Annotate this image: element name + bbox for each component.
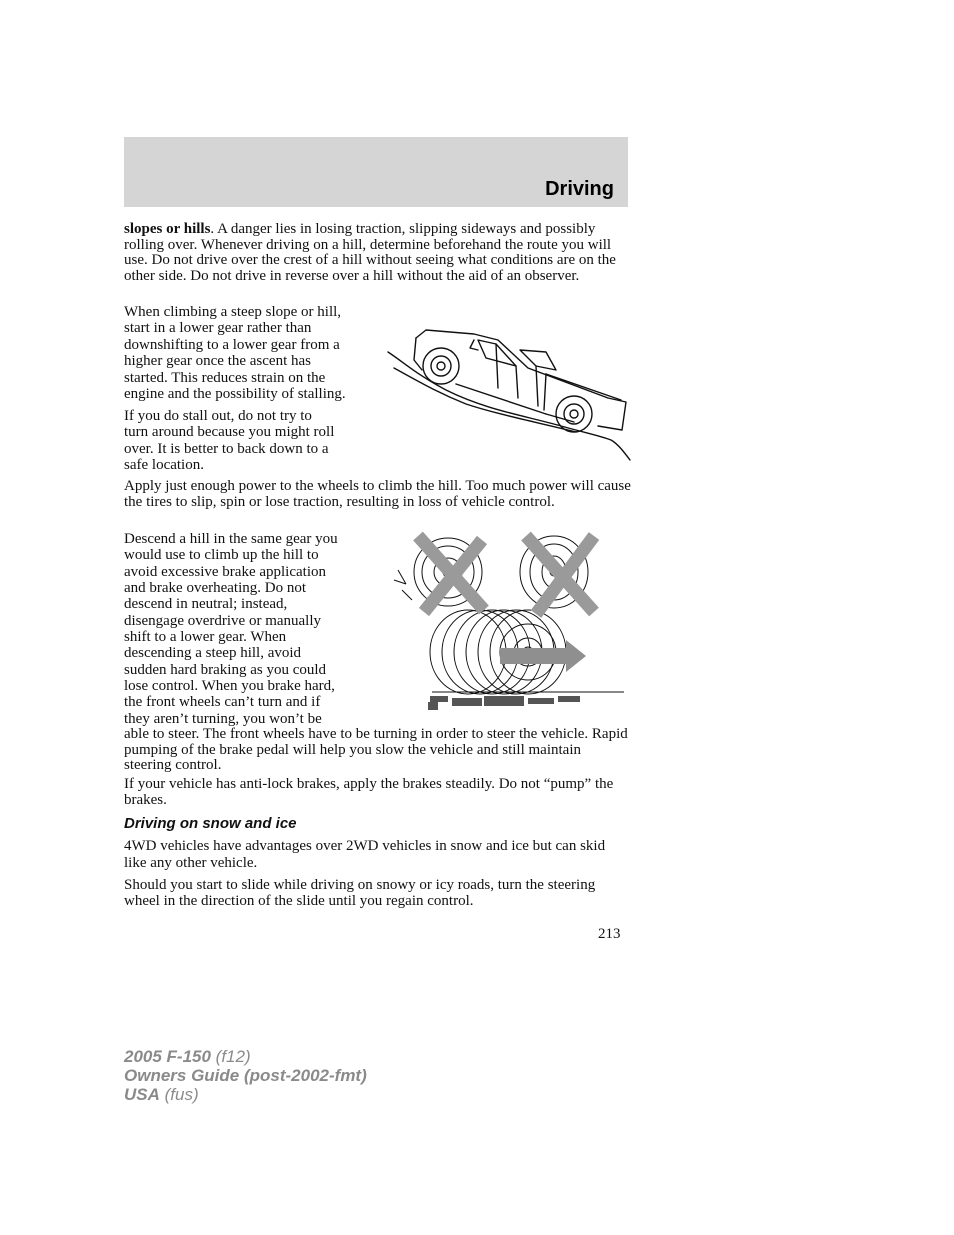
section-header-band: [124, 137, 628, 207]
text-line: safe location.: [124, 457, 204, 474]
text-line: would use to climb up the hill to: [124, 547, 319, 564]
footer-market-code: (fus): [159, 1085, 199, 1104]
text-line: engine and the possibility of stalling.: [124, 386, 346, 403]
text-line: over. It is better to back down to a: [124, 440, 329, 457]
climb-paragraph: [124, 304, 384, 402]
intro-text: . A danger lies in losing traction, slipping sideways and possibly rolling over. Whenever driving on a hill, determine beforehand the route you will use. Do not drive over the crest of a hill without seeing what conditions are on the other side. Do not drive in reverse over a hill without the aid of an observer.: [124, 221, 616, 284]
footer-market: USA: [124, 1085, 160, 1104]
footer-model: 2005 F-150: [124, 1047, 211, 1066]
document-footer: [124, 1047, 367, 1104]
footer-line-3: [124, 1085, 367, 1104]
text-line: shift to a lower gear. When: [124, 629, 287, 646]
abs-paragraph: If your vehicle has anti-lock brakes, apply the brakes steadily. Do not “pump” the brakes.: [124, 776, 614, 808]
text-line: turn around because you might roll: [124, 424, 335, 441]
footer-line-2: Owners Guide (post-2002-fmt): [124, 1066, 367, 1085]
intro-bold-lead: slopes or hills: [124, 221, 211, 237]
text-line: descending a steep hill, avoid: [124, 645, 302, 662]
text-line: start in a lower gear rather than: [124, 320, 312, 337]
text-line: disengage overdrive or manually: [124, 612, 322, 629]
text-line: descend in neutral; instead,: [124, 596, 288, 613]
footer-model-code: (f12): [210, 1047, 251, 1066]
text-line: When climbing a steep slope or hill,: [124, 304, 342, 320]
text-line: downshifting to a lower gear from a: [124, 336, 340, 353]
descend-continuation: able to steer. The front wheels have to be turning in order to steer the vehicle. Rapid pumping of the brake pedal will help you slow the vehicle and still maintain steering control.: [124, 726, 628, 773]
stall-paragraph: [124, 408, 384, 474]
intro-paragraph: [124, 222, 628, 284]
section-title: Driving: [545, 178, 614, 200]
text-line: sudden hard braking as you could: [124, 661, 327, 678]
text-line: and brake overheating. Do not: [124, 580, 307, 597]
text-line: started. This reduces strain on the: [124, 369, 326, 386]
truck-on-hill-illustration: [386, 318, 632, 466]
footer-line-1: [124, 1047, 367, 1066]
page-number: 213: [598, 926, 621, 942]
descend-paragraph: [124, 531, 384, 727]
snow-ice-heading: Driving on snow and ice: [124, 815, 297, 832]
text-line: the front wheels can’t turn and if: [124, 694, 321, 711]
wheel-diagram-illustration: [388, 530, 628, 716]
text-line: If you do stall out, do not try to: [124, 408, 312, 424]
text-line: they aren’t turning, you won’t be: [124, 710, 322, 727]
text-line: higher gear once the ascent has: [124, 353, 311, 370]
snow-paragraph-2: Should you start to slide while driving on snowy or icy roads, turn the steering wheel in the direction of the slide until you regain control.: [124, 877, 596, 909]
text-line: avoid excessive brake application: [124, 563, 327, 580]
power-paragraph: Apply just enough power to the wheels to climb the hill. Too much power will cause the tires to slip, spin or lose traction, resulting in loss of vehicle control.: [124, 478, 631, 510]
text-line: lose control. When you brake hard,: [124, 678, 335, 695]
text-line: Descend a hill in the same gear you: [124, 531, 338, 547]
snow-paragraph-1: 4WD vehicles have advantages over 2WD vehicles in snow and ice but can skid like any other vehicle.: [124, 838, 606, 871]
